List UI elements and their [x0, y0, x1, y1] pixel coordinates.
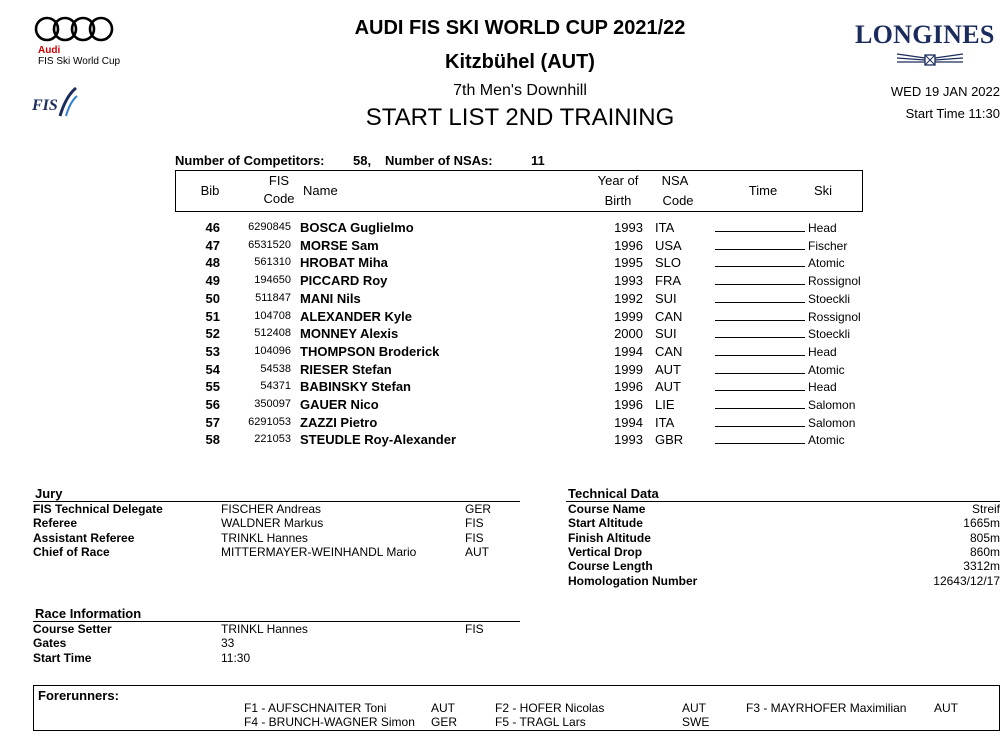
bib-cell: 57 — [205, 414, 220, 430]
race-info-label: Gates — [33, 636, 67, 651]
technical-label: Finish Altitude — [568, 530, 651, 545]
fis-code-cell: 6291053 — [248, 415, 291, 428]
technical-value: 860m — [969, 544, 1000, 559]
birth-year-cell: 1993 — [614, 220, 643, 235]
time-blank-line — [715, 230, 805, 232]
list-title: START LIST 2ND TRAINING — [365, 104, 675, 131]
jury-role: Chief of Race — [33, 544, 110, 559]
technical-label: Start Altitude — [568, 516, 643, 531]
ski-cell: Fischer — [808, 238, 848, 253]
birth-year-cell: 1996 — [614, 379, 643, 395]
jury-nation: AUT — [465, 544, 489, 559]
ski-cell: Atomic — [808, 362, 845, 377]
ski-cell: Rossignol — [808, 309, 861, 324]
forerunner-name: F4 - BRUNCH-WAGNER Simon — [244, 715, 415, 729]
name-cell: STEUDLE Roy-Alexander — [300, 432, 457, 448]
race-info-value: 33 — [221, 636, 235, 651]
nsa-cell: AUT — [655, 379, 681, 395]
fis-code-cell: 511847 — [255, 291, 291, 304]
col-nsa-code: Code — [662, 193, 694, 208]
technical-value: 3312m — [963, 559, 1000, 574]
nsa-cell: USA — [655, 237, 682, 253]
table-row — [175, 273, 875, 291]
technical-value: 12643/12/17 — [933, 573, 1000, 588]
name-cell: ZAZZI Pietro — [300, 414, 378, 430]
fis-code-cell: 221053 — [254, 433, 291, 446]
jury-role: Referee — [33, 516, 78, 531]
name-cell: MORSE Sam — [300, 237, 379, 253]
technical-label: Course Name — [568, 502, 646, 516]
jury-name: WALDNER Markus — [221, 516, 324, 531]
nsa-cell: SUI — [655, 326, 677, 342]
jury-name: TRINKL Hannes — [221, 530, 308, 545]
competitors-value: 58, — [353, 153, 372, 168]
birth-year-cell: 1996 — [614, 237, 643, 253]
technical-title: Technical Data — [568, 486, 659, 501]
table-row — [175, 397, 875, 415]
race-start-time: Start Time 11:30 — [905, 106, 1000, 121]
col-ski: Ski — [813, 183, 833, 198]
longines-logo: LONGINES — [855, 20, 995, 49]
nsa-cell: ITA — [655, 414, 675, 430]
bib-cell: 52 — [205, 326, 220, 342]
table-row — [175, 362, 875, 380]
birth-year-cell: 1992 — [614, 290, 643, 306]
event-title: AUDI FIS SKI WORLD CUP 2021/22 — [354, 17, 686, 39]
table-row — [175, 238, 875, 256]
ski-cell: Stoeckli — [808, 327, 851, 342]
race-name: 7th Men's Downhill — [453, 82, 587, 99]
table-row — [175, 291, 875, 309]
forerunner-nation: AUT — [682, 701, 706, 715]
time-blank-line — [715, 442, 805, 444]
fis-code-cell: 561310 — [254, 256, 291, 269]
name-cell: MONNEY Alexis — [300, 326, 399, 342]
longines-wings-icon — [895, 50, 965, 68]
technical-label: Homologation Number — [568, 573, 698, 588]
jury-title: Jury — [35, 486, 63, 501]
bib-cell: 48 — [205, 255, 220, 271]
time-blank-line — [715, 319, 805, 321]
forerunner-nation: AUT — [934, 701, 958, 715]
table-row — [175, 415, 875, 433]
name-cell: ALEXANDER Kyle — [300, 308, 412, 324]
bib-cell: 53 — [205, 343, 220, 359]
time-blank-line — [715, 389, 805, 391]
ski-cell: Head — [808, 221, 837, 235]
jury-nation: GER — [465, 502, 492, 516]
time-blank-line — [715, 336, 805, 338]
ski-cell: Salomon — [808, 415, 856, 430]
birth-year-cell: 1995 — [614, 255, 643, 271]
name-cell: MANI Nils — [300, 290, 361, 306]
race-info-value: TRINKL Hannes — [221, 622, 308, 636]
ski-cell: Head — [808, 344, 837, 359]
time-blank-line — [715, 354, 805, 356]
race-info-value: 11:30 — [221, 650, 251, 665]
start-list-header — [175, 170, 863, 212]
birth-year-cell: 1994 — [614, 414, 643, 430]
bib-cell: 47 — [205, 237, 220, 253]
fis-code-cell: 54538 — [260, 362, 291, 375]
fis-code-cell: 104096 — [254, 344, 291, 357]
table-row — [175, 432, 875, 450]
birth-year-cell: 1999 — [614, 308, 643, 324]
birth-year-cell: 1996 — [614, 397, 643, 412]
bib-cell: 51 — [205, 308, 220, 324]
svg-text:FIS: FIS — [32, 97, 58, 114]
race-date: WED 19 JAN 2022 — [890, 84, 1000, 99]
nsa-label: Number of NSAs: — [385, 153, 493, 168]
fis-code-cell: 54371 — [260, 380, 291, 393]
bib-cell: 54 — [205, 361, 220, 377]
time-blank-line — [715, 372, 805, 374]
audi-sub-label: FIS Ski World Cup — [38, 56, 121, 67]
bib-cell: 55 — [205, 379, 220, 395]
ski-cell: Atomic — [808, 256, 845, 271]
table-row — [175, 344, 875, 362]
fis-code-cell: 104708 — [254, 309, 291, 322]
technical-label: Course Length — [568, 559, 653, 574]
bib-cell: 58 — [205, 432, 220, 448]
forerunner-name: F5 - TRAGL Lars — [495, 715, 586, 729]
table-row — [175, 379, 875, 397]
technical-label: Vertical Drop — [568, 544, 643, 559]
nsa-cell: GBR — [655, 432, 684, 448]
ski-cell: Salomon — [808, 398, 856, 412]
birth-year-cell: 1994 — [614, 343, 643, 359]
name-cell: PICCARD Roy — [300, 273, 388, 289]
time-blank-line — [715, 248, 805, 250]
table-row — [175, 255, 875, 273]
birth-year-cell: 1993 — [614, 273, 643, 289]
name-cell: THOMPSON Broderick — [300, 343, 440, 359]
jury-name: MITTERMAYER-WEINHANDL Mario — [221, 544, 417, 559]
birth-year-cell: 2000 — [614, 326, 643, 342]
fis-code-cell: 512408 — [254, 327, 291, 340]
table-row — [175, 220, 875, 238]
forerunner-nation: SWE — [682, 715, 710, 729]
race-info-title: Race Information — [35, 606, 142, 621]
nsa-cell: ITA — [655, 220, 675, 235]
race-info-label: Start Time — [33, 650, 92, 665]
bib-cell: 50 — [205, 290, 220, 306]
jury-nation: FIS — [465, 516, 484, 531]
col-name: Name — [303, 183, 338, 198]
forerunner-name: F1 - AUFSCHNAITER Toni — [244, 701, 387, 715]
name-cell: BOSCA Guglielmo — [300, 220, 414, 235]
jury-name: FISCHER Andreas — [221, 502, 322, 516]
fis-code-cell: 194650 — [254, 274, 291, 287]
forerunner-name: F3 - MAYRHOFER Maximilian — [746, 701, 907, 715]
nsa-cell: FRA — [655, 273, 681, 289]
col-birth: Birth — [604, 193, 632, 208]
nsa-cell: CAN — [655, 343, 683, 359]
jury-role: Assistant Referee — [33, 530, 135, 545]
bib-cell: 56 — [205, 397, 220, 412]
ski-cell: Stoeckli — [808, 291, 851, 306]
nsa-cell: LIE — [655, 397, 675, 412]
bib-cell: 46 — [205, 220, 220, 235]
fis-code-cell: 6290845 — [248, 221, 291, 233]
forerunners-box — [33, 685, 1000, 731]
col-yob: Year of — [597, 173, 639, 188]
col-code: Code — [263, 191, 295, 206]
race-info-nation: FIS — [465, 622, 484, 636]
col-fis: FIS — [268, 173, 290, 188]
forerunner-name: F2 - HOFER Nicolas — [495, 701, 605, 715]
birth-year-cell: 1993 — [614, 432, 643, 448]
nsa-cell: AUT — [655, 361, 681, 377]
name-cell: BABINSKY Stefan — [300, 379, 412, 395]
ski-cell: Atomic — [808, 433, 845, 448]
audi-label: Audi — [38, 45, 61, 56]
technical-value: 1665m — [963, 516, 1000, 531]
time-blank-line — [715, 265, 805, 267]
birth-year-cell: 1999 — [614, 361, 643, 377]
event-location: Kitzbühel (AUT) — [445, 51, 595, 73]
jury-role: FIS Technical Delegate — [33, 502, 163, 516]
ski-cell: Head — [808, 380, 837, 395]
name-cell: HROBAT Miha — [300, 255, 388, 271]
nsa-cell: SLO — [655, 255, 682, 271]
col-nsa: NSA — [661, 173, 689, 188]
forerunner-nation: AUT — [431, 701, 455, 715]
technical-value: 805m — [969, 530, 1000, 545]
jury-nation: FIS — [465, 530, 484, 545]
time-blank-line — [715, 425, 805, 427]
col-time: Time — [748, 183, 778, 198]
fis-code-cell: 6531520 — [248, 238, 291, 251]
forerunners-title: Forerunners: — [38, 688, 119, 703]
competitors-label: Number of Competitors: — [175, 153, 325, 168]
forerunner-nation: GER — [431, 715, 458, 729]
ski-cell: Rossignol — [808, 274, 861, 289]
nsa-value: 11 — [531, 153, 545, 168]
nsa-cell: CAN — [655, 308, 683, 324]
nsa-cell: SUI — [655, 290, 677, 306]
race-info-label: Course Setter — [33, 622, 112, 636]
table-row — [175, 326, 875, 344]
table-row — [175, 309, 875, 327]
bib-cell: 49 — [205, 273, 220, 289]
time-blank-line — [715, 283, 805, 285]
name-cell: GAUER Nico — [300, 397, 379, 412]
time-blank-line — [715, 301, 805, 303]
time-blank-line — [715, 407, 805, 409]
name-cell: RIESER Stefan — [300, 361, 392, 377]
col-bib: Bib — [200, 183, 220, 198]
technical-value: Streif — [971, 502, 1000, 516]
fis-code-cell: 350097 — [254, 398, 291, 410]
